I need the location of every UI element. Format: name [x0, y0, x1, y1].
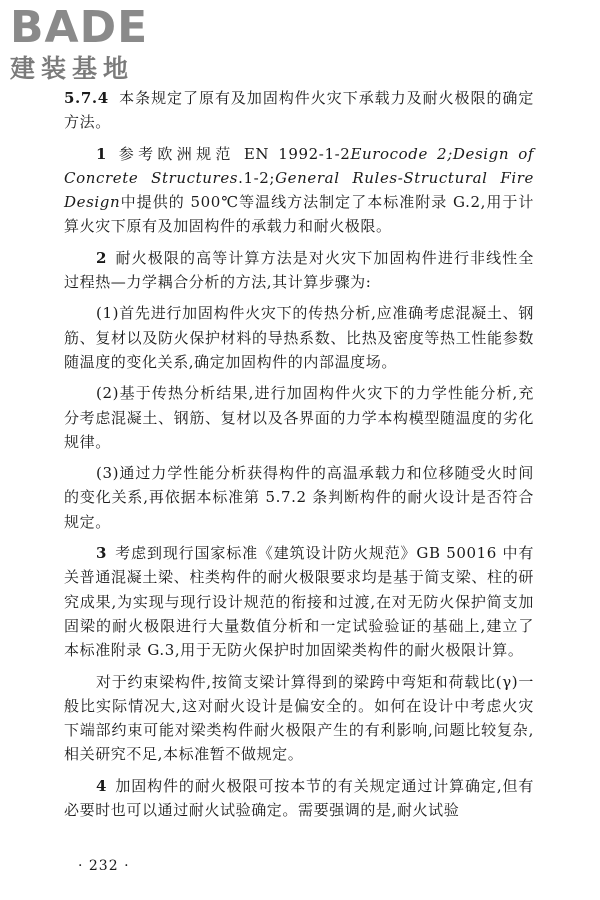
page-number: · 232 · — [78, 858, 130, 874]
item-2 — [64, 246, 534, 295]
item-3-number: 3 — [96, 544, 108, 563]
item-1-eurocode-title: Eurocode 2;Design of Concrete Structures — [64, 144, 534, 187]
section-number: 5.7.4 — [64, 89, 109, 107]
bade-logo — [10, 2, 180, 86]
item-2-number: 2 — [96, 248, 108, 267]
item-3-text: 考虑到现行国家标准《建筑设计防火规范》GB 50016 中有关普通混凝土梁、柱类构件的耐火极限要求均是基于简支梁、柱的研究成果,为实现与现行设计规范的衔接和过渡,在对无防火保护简支加固梁的耐火极限进行大量数值分析和一定试验验证的基础上,建立了本标准附录 G.3,用于无防火保护时加固梁类构件的耐火极限计算。 — [64, 544, 534, 660]
item-2-step-1: (1)首先进行加固构件火灾下的传热分析,应准确考虑混凝土、钢筋、复材以及防火保护材料的导热系数、比热及密度等热工性能参数随温度的变化关系,确定加固构件的内部温度场。 — [64, 304, 534, 371]
item-1-text-c: 中提供的 500℃等温线方法制定了本标准附录 G.2,用于计算火灾下原有及加固构件的承载力和耐火极限。 — [64, 193, 534, 236]
item-1 — [64, 142, 534, 239]
document-body — [64, 86, 534, 822]
section-5-7-4 — [64, 86, 534, 135]
section-intro: 本条规定了原有及加固构件火灾下承载力及耐火极限的确定方法。 — [64, 89, 534, 132]
item-1-text-b: .1-2; — [238, 168, 276, 187]
item-4 — [64, 774, 534, 823]
item-4-text: 加固构件的耐火极限可按本节的有关规定通过计算确定,但有必要时也可以通过耐火试验确定。需要强调的是,耐火试验 — [64, 776, 534, 820]
logo-wordmark: BADE — [10, 2, 149, 53]
item-3-note: 对于约束梁构件,按简支梁计算得到的梁跨中弯矩和荷载比(γ)一般比实际情况大,这对耐火设计是偏安全的。如何在设计中考虑火灾下端部约束可能对梁类构件耐火极限产生的有利影响,问题比较复杂,相关研究不足,本标准暂不做规定。 — [64, 672, 534, 764]
item-1-text-a: 参考欧洲规范 EN 1992-1-2 — [115, 144, 351, 163]
item-4-number: 4 — [96, 776, 108, 795]
item-1-number: 1 — [96, 144, 108, 163]
item-2-step-3: (3)通过力学性能分析获得构件的高温承载力和位移随受火时间的变化关系,再依据本标准第 5.7.2 条判断构件的耐火设计是否符合规定。 — [64, 464, 534, 531]
item-3 — [64, 541, 534, 662]
item-2-text: 耐火极限的高等计算方法是对火灾下加固构件进行非线性全过程热—力学耦合分析的方法,其计算步骤为: — [64, 248, 534, 292]
logo-subtitle: 建装基地 — [10, 54, 135, 83]
item-2-step-2: (2)基于传热分析结果,进行加固构件火灾下的力学性能分析,充分考虑混凝土、钢筋、复材以及各界面的力学本构模型随温度的劣化规律。 — [64, 384, 534, 451]
item-1-fire-design-title: General Rules-Structural Fire Design — [64, 168, 534, 212]
